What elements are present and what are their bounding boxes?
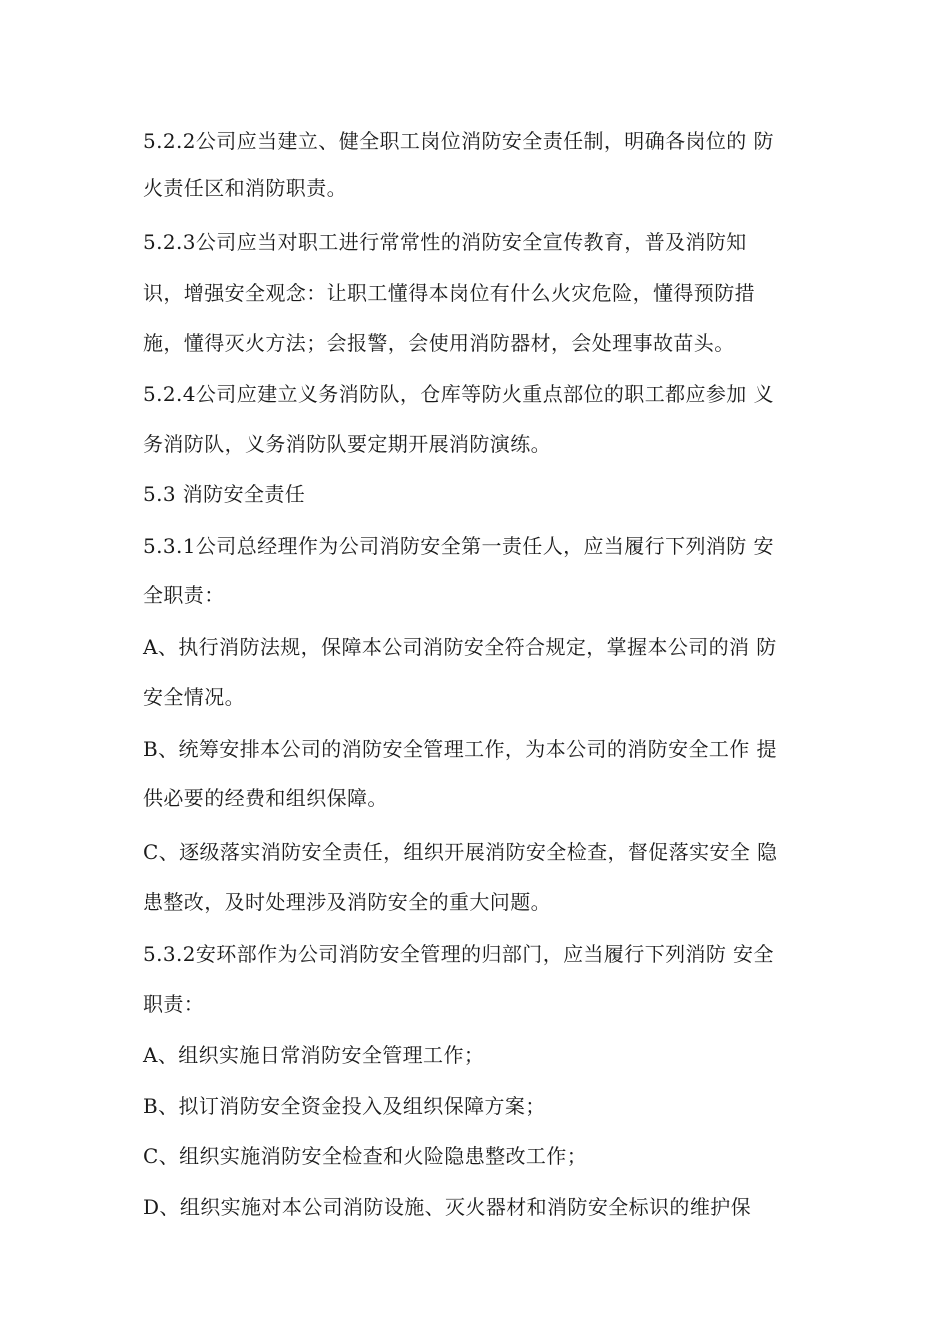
duty-b: B、拟订消防安全资金投入及组织保障方案； (143, 1094, 546, 1118)
section-5-3-heading: 5.3 消防安全责任 (143, 482, 306, 506)
item-a-line-2: 安全情况。 (143, 685, 245, 709)
item-b-line-2: 供必要的经费和组织保障。 (143, 786, 388, 810)
item-c-line-2: 患整改，及时处理涉及消防安全的重大问题。 (143, 890, 551, 914)
item-c-line-1: C、逐级落实消防安全责任，组织开展消防安全检查，督促落实安全 隐 (143, 840, 778, 864)
duty-d: D、组织实施对本公司消防设施、灭火器材和消防安全标识的维护保 (143, 1195, 752, 1219)
item-b-line-1: B、统筹安排本公司的消防安全管理工作，为本公司的消防安全工作 提 (143, 737, 777, 761)
clause-5-3-1-line-1: 5.3.1公司总经理作为公司消防安全第一责任人，应当履行下列消防 安 (143, 534, 774, 558)
clause-5-2-2-line-1: 5.2.2公司应当建立、健全职工岗位消防安全责任制，明确各岗位的 防 (143, 129, 774, 153)
clause-5-3-1-line-2: 全职责： (143, 583, 225, 607)
duty-c: C、组织实施消防安全检查和火险隐患整改工作； (143, 1144, 588, 1168)
clause-5-3-2-line-2: 职责： (143, 992, 205, 1016)
clause-5-2-3-line-1: 5.2.3公司应当对职工进行常常性的消防安全宣传教育，普及消防知 (143, 230, 747, 254)
clause-5-2-4-line-2: 务消防队，义务消防队要定期开展消防演练。 (143, 432, 551, 456)
item-a-line-1: A、执行消防法规，保障本公司消防安全符合规定，掌握本公司的消 防 (143, 635, 777, 659)
duty-a: A、组织实施日常消防安全管理工作； (143, 1043, 485, 1067)
clause-5-3-2-line-1: 5.3.2安环部作为公司消防安全管理的归部门，应当履行下列消防 安全 (143, 942, 774, 966)
clause-5-2-3-line-3: 施，懂得灭火方法；会报警，会使用消防器材，会处理事故苗头。 (143, 331, 735, 355)
clause-5-2-2-line-2: 火责任区和消防职责。 (143, 176, 347, 200)
clause-5-2-4-line-1: 5.2.4公司应建立义务消防队，仓库等防火重点部位的职工都应参加 义 (143, 382, 774, 406)
clause-5-2-3-line-2: 识，增强安全观念：让职工懂得本岗位有什么火灾危险，懂得预防措 (143, 281, 755, 305)
